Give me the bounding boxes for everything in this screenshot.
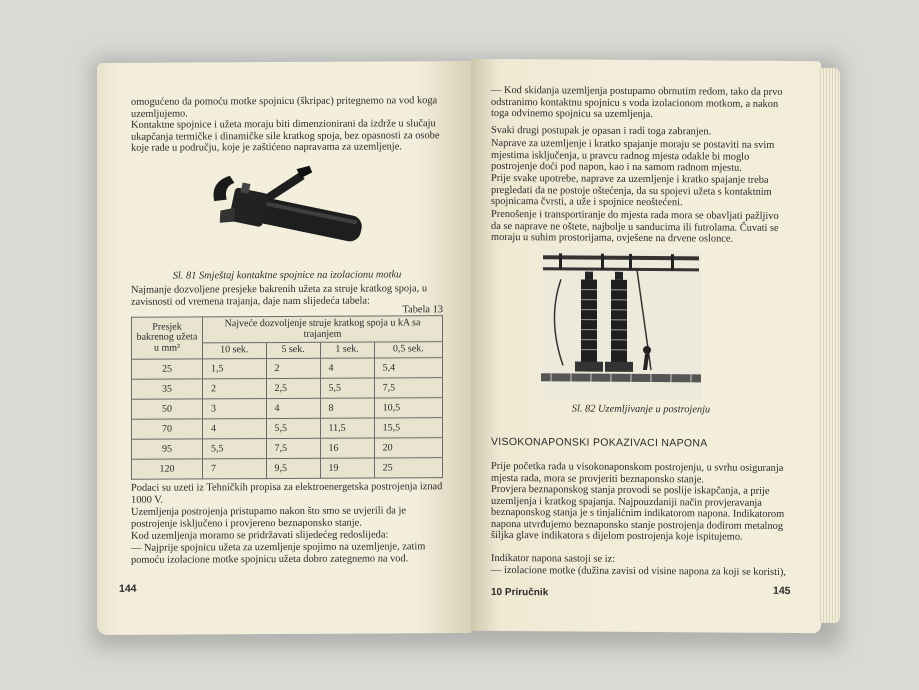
right-page-number: 145 <box>773 584 791 598</box>
table-row <box>132 437 443 459</box>
table-cell: 50 <box>132 398 203 418</box>
footer-book-marker: 10 Priručnik <box>491 586 549 599</box>
table-cell: 16 <box>320 438 374 458</box>
table-cell: 5,5 <box>203 438 267 458</box>
table-cell: 7,5 <box>266 438 320 458</box>
table-group-header: Najveće dozvoljenje struje kratkog spoja u kA sa trajanjem <box>203 316 443 343</box>
table-cell: 120 <box>132 458 203 478</box>
table-body <box>132 357 443 479</box>
table-subheader: 1 sek. <box>320 342 374 358</box>
table-col1-header: Presjek bakrenog užeta u mm² <box>132 317 203 359</box>
table-cell: 1,5 <box>203 358 267 378</box>
right-para-1: — Kod skidanja uzemljenja postupamo obrnutim redom, tako da prvo odstranimo kontaktnu spojnicu s voda izolacionom motkom, a nakon toga odvinemo spojnicu sa uzemljenja. <box>491 84 783 121</box>
table-cell: 2 <box>203 378 267 398</box>
right-para-3: Naprave za uzemljenje i kratko spajanje moraju se postaviti na svim mjestima isključenja, u pravcu radnog mjesta odakle bi moglo postrojenje doći pod napon, kao i na samom radnom mjestu. <box>491 137 775 174</box>
table-label: Tabela 13 <box>402 304 443 316</box>
table-row <box>132 417 443 439</box>
right-para-9: — izolacione motke (dužina zavisi od visine napona za koji se koristi), <box>491 564 786 578</box>
table-cell: 11,5 <box>320 418 374 438</box>
table-row <box>132 397 443 419</box>
right-page <box>471 59 821 633</box>
table-cell: 3 <box>203 398 267 418</box>
table-cell: 7 <box>203 458 267 478</box>
table-row <box>132 457 443 479</box>
right-para-7: Provjera beznaponskog stanja provodi se poslije iskapčanja, a prije uzemljenja i kratkog spajanja. Najpouzdaniji način provjeravanja beznaponskog stanja je s tinjalićnim indikatorom napona. Indikatorom napona utvrđujemo beznaponsko stanje postrojenja dodirom metalnog šiljka glave indikatora s dijelom postrojenja koje ispitujemo. <box>491 483 785 544</box>
page-edges <box>818 68 840 623</box>
right-para-5: Prenošenje i transportiranje do mjesta rada mora se obavljati pažljivo da se naprave ne oštete, najbolje u sanducima ili futrolama. Čuvati se moraju u suhim prostorijama, ovješene na drvene oslonce. <box>491 208 779 245</box>
table-cell: 2,5 <box>266 378 320 398</box>
table-cell: 7,5 <box>374 377 442 397</box>
right-para-2: Svaki drugi postupak je opasan i radi toga zabranjen. <box>491 124 712 138</box>
table-cell: 15,5 <box>374 417 442 437</box>
table-cell: 25 <box>374 457 442 477</box>
table-cell: 25 <box>132 358 203 378</box>
table-subheader: 10 sek. <box>203 343 267 359</box>
left-page <box>97 61 471 635</box>
section-heading: VISOKONAPONSKI POKAZIVACI NAPONA <box>491 435 708 450</box>
table-cell: 2 <box>266 358 320 378</box>
table-cell: 95 <box>132 438 203 458</box>
contact-clamp-figure <box>201 164 371 265</box>
short-circuit-table <box>131 315 443 479</box>
left-page-number: 144 <box>119 582 137 595</box>
table-row <box>132 377 443 399</box>
left-para-1: omogućeno da pomoću motke spojnicu (škripac) pritegnemo na vod koga uzemljujemo. <box>131 95 438 120</box>
left-para-6: Kod uzemljenja moramo se pridržavati slijedećeg redoslijeda: <box>131 529 389 542</box>
right-para-8: Indikator napona sastoji se iz: <box>491 552 616 565</box>
right-para-4: Prije svake upotrebe, naprave za uzemljenje i kratko spajanje treba pregledati da ne postoje oštećenja, da su spojevi užeta s kontaktnim spojnicama čvrsti, a uže i spojnice neoštećeni. <box>491 172 772 209</box>
left-para-5: Uzemljenja postrojenja pristupamo nakon što smo se uvjerili da je postrojenje isključeno i provjereno beznaponsko stanje. <box>131 505 407 530</box>
table-cell: 5,4 <box>374 357 442 377</box>
table-row <box>132 357 443 379</box>
left-para-4: Podaci su uzeti iz Tehničkih propisa za elektroenergetska postrojenja iznad 1000 V. <box>131 481 443 506</box>
table-cell: 10,5 <box>374 397 442 417</box>
right-para-6: Prije početka rada u visokonaponskom postrojenju, u svrhu osiguranja mjesta rada, mora se provjeriti beznaponsko stanje. <box>491 460 784 485</box>
table-cell: 19 <box>320 458 374 478</box>
table-cell: 5,5 <box>266 418 320 438</box>
table-cell: 20 <box>374 437 442 457</box>
table-cell: 70 <box>132 418 203 438</box>
table-subheader: 5 sek. <box>266 342 320 358</box>
figure-81-caption: Sl. 81 Smještaj kontaktne spojnice na izolacionu motku <box>172 269 402 282</box>
table-cell: 4 <box>203 418 267 438</box>
left-para-7: — Najprije spojnicu užeta za uzemljenje spojimo na uzemljenje, zatim pomoću izolacione motke spojnicu užeta dobro zategnemo na vod. <box>131 541 426 566</box>
figure-82-caption: Sl. 82 Uzemljivanje u postrojenju <box>571 403 711 416</box>
left-para-3: Najmanje dozvoljene presjeke bakrenih užeta za struje kratkog spoja, u zavisnosti od vremena trajanja, daje nam slijedeća tabela: <box>131 283 428 308</box>
table-cell: 8 <box>320 398 374 418</box>
table-cell: 9,5 <box>266 458 320 478</box>
left-para-2: Kontaktne spojnice i užeta moraju biti dimenzionirani da izdrže u slučaju ukapčanja termičke i dinamičke sile kratkog spoja, bez opasnosti za osobe koje rade u području, koje je zaštićeno napravama za uzemljenje. <box>131 118 440 154</box>
table-cell: 4 <box>266 398 320 418</box>
substation-grounding-figure <box>541 249 701 400</box>
table-cell: 5,5 <box>320 378 374 398</box>
table-cell: 35 <box>132 378 203 398</box>
table-subheader: 0,5 sek. <box>374 342 442 358</box>
table-cell: 4 <box>320 358 374 378</box>
